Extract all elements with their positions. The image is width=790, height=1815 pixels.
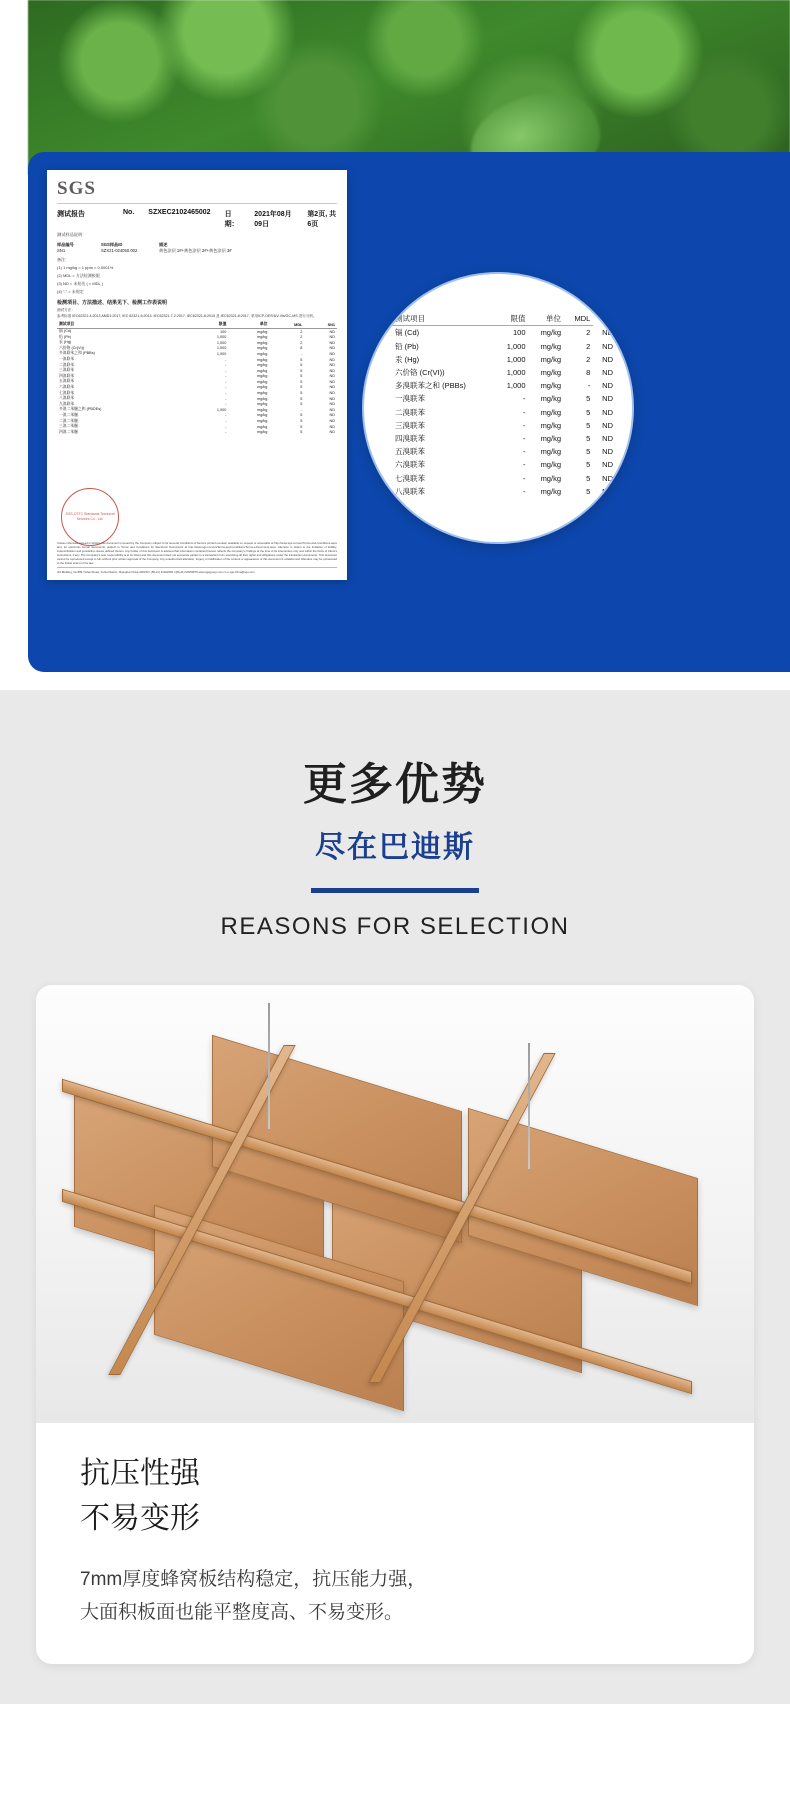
table-row	[392, 353, 616, 366]
product-feature-text	[36, 1423, 754, 1664]
mag-col-item: 测试项目	[392, 312, 495, 326]
doc-col-unit: 单位	[228, 322, 269, 328]
cell-mdl: 2	[300, 329, 303, 334]
cell-result: ND	[602, 447, 613, 457]
cell-result: ND	[329, 419, 335, 424]
cell-result: ND	[602, 354, 613, 364]
applicant-label: 测试样品说明：	[57, 232, 87, 237]
cell-limit: 1,000	[216, 346, 227, 351]
cell-mdl: 5	[586, 394, 591, 404]
magnified-results-table-wrap	[392, 312, 616, 498]
feature-description-line1: 7mm厚度蜂窝板结构稳定，抗压能力强，	[80, 1569, 427, 1590]
cell-unit: mg/kg	[257, 335, 268, 340]
cell-result: ND	[329, 396, 335, 401]
cell-limit: -	[523, 486, 526, 496]
document-footer	[57, 541, 337, 574]
cell-unit: mg/kg	[257, 424, 268, 429]
method-text: 参考标准 IEC62321-4:2013 AMD1:2017, IEC 62321-5:2013, IEC62321-7-2:2017, IEC62321-6:2015 及 IEC62321-8:2017, 采用ICP-OES/UV-Vis/GC-MS 进行分析。	[57, 313, 317, 318]
cell-mdl: 5	[586, 407, 591, 417]
reasons-english-title: REASONS FOR SELECTION	[220, 913, 570, 940]
cell-result: ND	[602, 328, 613, 338]
cell-unit: mg/kg	[257, 402, 268, 407]
cell-result: ND	[329, 391, 335, 396]
cell-item: 四溴联苯	[395, 433, 425, 443]
cell-limit: 1,000	[216, 340, 227, 345]
cell-result: ND	[602, 433, 613, 443]
cell-unit: mg/kg	[257, 368, 268, 373]
cell-mdl: 5	[586, 447, 591, 457]
magnified-results-circle	[362, 272, 634, 544]
cell-item: 三溴二苯醚	[59, 424, 78, 429]
doc-results-body	[57, 328, 337, 435]
cell-result: ND	[329, 424, 335, 429]
cell-item: 汞 (Hg)	[395, 354, 420, 364]
leaf-background-photo	[28, 0, 790, 175]
cell-limit: -	[225, 379, 227, 384]
cell-result: ND	[329, 335, 335, 340]
cell-result: ND	[602, 486, 613, 496]
doc-results-table	[57, 322, 337, 435]
cell-mdl: 2	[586, 341, 591, 351]
sample-table-row	[57, 248, 337, 254]
doc-col-item: 测试项目	[57, 322, 190, 328]
table-row	[57, 429, 337, 435]
note-3: (4) "-" = 未规定	[57, 289, 84, 295]
cell-result: ND	[329, 402, 335, 407]
mag-col-mdl: MDL	[564, 312, 593, 326]
product-feature-card	[36, 985, 754, 1664]
cell-item: 二溴二苯醚	[59, 418, 78, 423]
cell-mdl: 5	[586, 420, 591, 430]
cell-limit: -	[225, 357, 227, 362]
cell-limit: -	[225, 391, 227, 396]
cell-unit: mg/kg	[540, 486, 561, 496]
cell-unit: mg/kg	[257, 430, 268, 435]
cell-unit: mg/kg	[257, 407, 268, 412]
cell-unit: mg/kg	[540, 407, 561, 417]
sample-cell-1: SZX21-024050.002	[101, 248, 138, 254]
table-row	[392, 326, 616, 340]
cell-result: ND	[329, 368, 335, 373]
cell-item: 多溴联苯之和 (PBBs)	[395, 381, 466, 391]
cell-limit: 1,000	[506, 341, 526, 351]
cell-unit: mg/kg	[257, 329, 268, 334]
cell-mdl: 5	[300, 385, 303, 390]
feature-description	[80, 1563, 710, 1630]
cell-unit: mg/kg	[257, 374, 268, 379]
cell-item: 六价铬 (Cr(VI))	[59, 345, 85, 350]
cell-limit: 1,000	[506, 381, 526, 391]
cell-limit: -	[225, 385, 227, 390]
cell-mdl: 5	[300, 374, 303, 379]
cell-unit: mg/kg	[257, 379, 268, 384]
footer-terms: Unless otherwise agreed in writing, this document is issued by the Company subject to its General Conditions of Service printed overleaf, available on request or accessible at http://www.sgs.com/en/Terms-and-Conditions.aspx and, for electronic format documents, subject to Terms and Conditions for Electronic Documents at http://www.sgs.com/en/Terms-and-Conditions/Terms-e-Document.aspx. Attention is drawn to the limitation of liability, indemnification and jurisdiction issues defined therein. Any holder of this document is advised that information contained hereon reflects the Company's findings at the time of its intervention only and within the limits of Client's instructions, if any. The Company's sole responsibility is to its Client and this document does not exonerate parties to a transaction from exercising all their rights and obligations under the transaction documents. This document cannot be reproduced except in full, without prior written approval of the Company. Any unauthorized alteration, forgery or falsification of the content or appearance of this document is unlawful and offenders may be prosecuted to the fullest extent of the law.	[57, 540, 337, 565]
cell-limit: -	[523, 394, 526, 404]
cell-unit: mg/kg	[257, 385, 268, 390]
doc-col-mdl: MDL	[269, 322, 304, 328]
cell-unit: mg/kg	[257, 419, 268, 424]
cell-result: ND	[329, 385, 335, 390]
sample-col-0: 样品编号	[57, 242, 74, 247]
report-title-row	[57, 209, 337, 229]
cell-result: ND	[602, 420, 613, 430]
logo-divider	[57, 203, 337, 204]
cell-result: ND	[329, 357, 335, 362]
cell-item: 七溴联苯	[59, 390, 75, 395]
cell-unit: mg/kg	[540, 368, 561, 378]
cell-unit: mg/kg	[540, 460, 561, 470]
cell-item: 三溴联苯	[59, 368, 75, 373]
sample-cell-2: 黄色涂层 1#+黄色涂层 2#+黄色涂层 3#	[159, 248, 232, 254]
table-row	[392, 458, 616, 471]
cell-item: 多溴二苯醚之和 (PBDEs)	[59, 407, 102, 412]
cell-limit: 1,000	[506, 354, 526, 364]
cell-result: ND	[329, 407, 335, 412]
cell-result: ND	[602, 341, 613, 351]
cell-mdl: 5	[586, 433, 591, 443]
ceiling-structure-illustration	[36, 985, 754, 1423]
report-no-label: No.	[123, 209, 135, 216]
cell-limit: 1,000	[506, 368, 526, 378]
cell-item: 多溴联苯之和 (PBBs)	[59, 351, 95, 356]
hanger-rod	[528, 1043, 530, 1169]
cell-limit: -	[225, 363, 227, 368]
cell-result: ND	[602, 460, 613, 470]
cell-mdl: 8	[586, 368, 591, 378]
product-feature-section	[0, 941, 790, 1704]
report-title: 测试报告	[57, 211, 85, 218]
cell-limit: 100	[512, 328, 526, 338]
cell-unit: mg/kg	[257, 391, 268, 396]
feature-heading-line2: 不易变形	[80, 1502, 200, 1535]
table-row	[392, 340, 616, 353]
cell-item: 八溴联苯	[395, 486, 425, 496]
cell-result: ND	[329, 374, 335, 379]
cell-mdl: 5	[586, 486, 591, 496]
cell-result: ND	[329, 379, 335, 384]
cell-result: ND	[329, 351, 335, 356]
cell-item: 六溴联苯	[59, 384, 75, 389]
table-row	[392, 485, 616, 498]
cell-result: ND	[329, 340, 335, 345]
cell-item: 二溴联苯	[395, 407, 425, 417]
cell-unit: mg/kg	[540, 341, 561, 351]
cell-item: 五溴联苯	[59, 379, 75, 384]
cell-item: 五溴联苯	[395, 447, 425, 457]
cell-limit: -	[225, 374, 227, 379]
cell-result: ND	[602, 381, 613, 391]
cell-item: 七溴联苯	[395, 473, 425, 483]
cell-unit: mg/kg	[540, 433, 561, 443]
method-label: 测试方法：	[57, 308, 75, 313]
cell-unit: mg/kg	[540, 354, 561, 364]
cell-mdl: 5	[300, 413, 303, 418]
doc-col-sn1: SN1	[304, 322, 337, 328]
cell-unit: mg/kg	[540, 381, 561, 391]
cell-limit: -	[225, 413, 227, 418]
cell-unit: mg/kg	[540, 420, 561, 430]
cell-item: 一溴联苯	[395, 394, 425, 404]
reasons-header-section	[0, 690, 790, 941]
cell-limit: 1,000	[216, 335, 227, 340]
cell-mdl: 5	[300, 402, 303, 407]
footer-address: 3rd Building, No.889 Yishan Road, Xuhui District, Shanghai China 200233 t (86-21) 61402666 f (86-21) 64953679 www.sgsgroup.com.cn e sgs.china@sgs.com	[57, 567, 337, 574]
table-row	[392, 432, 616, 445]
cell-item: 汞 (Hg)	[59, 340, 72, 345]
sample-cell-0: SN1	[57, 248, 66, 254]
table-row	[392, 366, 616, 379]
cell-mdl: 5	[300, 357, 303, 362]
cell-unit: mg/kg	[257, 357, 268, 362]
hanger-rod	[268, 1003, 270, 1129]
cell-item: 二溴联苯	[59, 362, 75, 367]
cell-unit: mg/kg	[540, 447, 561, 457]
cell-limit: -	[523, 473, 526, 483]
mag-col-limit: 限值	[495, 312, 528, 326]
table-row	[392, 419, 616, 432]
cell-item: 四溴联苯	[59, 373, 75, 378]
cell-item: 六价铬 (Cr(VI))	[395, 368, 445, 378]
note-0: (1) 1 mg/kg = 1 ppm = 0.0001%	[57, 265, 114, 271]
cell-limit: 100	[220, 329, 227, 334]
cell-limit: -	[523, 420, 526, 430]
cell-limit: 1,000	[216, 351, 227, 356]
cell-item: 一溴联苯	[59, 357, 75, 362]
cell-unit: mg/kg	[257, 413, 268, 418]
cell-item: 一溴二苯醚	[59, 412, 78, 417]
cell-result: ND	[329, 413, 335, 418]
cell-limit: -	[225, 419, 227, 424]
cell-item: 镉 (Cd)	[395, 328, 420, 338]
cell-item: 三溴联苯	[395, 420, 425, 430]
sgs-test-report-document	[47, 170, 347, 580]
stamp-text: SGS-CSTC Standards Technical Services Co., Ltd.	[65, 512, 115, 521]
note-2: (3) ND = 未检出 ( < MDL )	[57, 281, 104, 287]
cell-mdl: 5	[586, 460, 591, 470]
table-row	[392, 471, 616, 484]
cell-item: 四溴二苯醚	[59, 429, 78, 434]
cell-mdl: 5	[300, 391, 303, 396]
table-row	[392, 445, 616, 458]
cell-mdl: 5	[300, 396, 303, 401]
cell-limit: 1,000	[216, 407, 227, 412]
cell-limit: -	[225, 402, 227, 407]
cell-item: 铅 (Pb)	[395, 341, 419, 351]
magnified-results-table	[392, 312, 616, 498]
cell-mdl: -	[301, 407, 303, 412]
cell-result: ND	[602, 394, 613, 404]
sample-col-1: SGS样品ID	[101, 242, 123, 247]
reasons-title: 更多优势	[303, 760, 487, 809]
cell-item: 九溴联苯	[59, 401, 75, 406]
doc-col-limit: 限值	[190, 322, 229, 328]
cell-unit: mg/kg	[257, 346, 268, 351]
table-row	[392, 406, 616, 419]
cell-result: ND	[329, 346, 335, 351]
cell-mdl: 5	[300, 363, 303, 368]
cell-result: ND	[329, 329, 335, 334]
feature-heading-line1: 抗压性强	[80, 1457, 200, 1490]
official-stamp	[61, 488, 119, 546]
title-divider-bar	[311, 888, 479, 893]
cell-unit: mg/kg	[540, 473, 561, 483]
cell-limit: -	[523, 407, 526, 417]
cell-mdl: 5	[300, 430, 303, 435]
cell-mdl: -	[587, 381, 591, 391]
feature-description-line2: 大面积板面也能平整度高、不易变形。	[80, 1602, 404, 1624]
cell-limit: -	[523, 460, 526, 470]
cell-unit: mg/kg	[257, 396, 268, 401]
cell-mdl: 2	[586, 328, 591, 338]
certificate-section	[0, 0, 790, 690]
magnified-header-row	[392, 312, 616, 326]
note-1: (2) MDL = 方法检测极限	[57, 273, 100, 279]
reasons-subtitle: 尽在巴迪斯	[315, 831, 475, 864]
cell-result: ND	[602, 368, 613, 378]
cell-unit: mg/kg	[257, 363, 268, 368]
cell-result: ND	[329, 430, 335, 435]
cell-limit: -	[225, 430, 227, 435]
cell-item: 八溴联苯	[59, 396, 75, 401]
cell-unit: mg/kg	[540, 394, 561, 404]
table-row	[392, 379, 616, 392]
result-line: 检测项目、方法描述、结果见下、检测工作表说明	[57, 300, 168, 307]
cell-limit: -	[225, 368, 227, 373]
cell-limit: -	[523, 433, 526, 443]
cell-item: 铅 (Pb)	[59, 334, 72, 339]
cell-mdl: 5	[300, 419, 303, 424]
magnified-results-body	[392, 326, 616, 498]
cell-mdl: 2	[300, 335, 303, 340]
cell-limit: -	[523, 447, 526, 457]
cell-unit: mg/kg	[257, 351, 268, 356]
sgs-logo: SGS	[57, 178, 96, 199]
cell-limit: -	[225, 424, 227, 429]
cell-item: 六溴联苯	[395, 460, 425, 470]
cell-mdl: 2	[586, 354, 591, 364]
cell-mdl: 5	[586, 473, 591, 483]
cell-result: ND	[602, 407, 613, 417]
mag-col-unit: 单位	[529, 312, 565, 326]
cell-mdl: 5	[300, 424, 303, 429]
cell-result: ND	[329, 363, 335, 368]
cell-unit: mg/kg	[257, 340, 268, 345]
notes-title: 备注：	[57, 257, 69, 263]
cell-mdl: 8	[300, 346, 303, 351]
report-page: 第2页, 共6页	[307, 211, 337, 228]
cell-unit: mg/kg	[540, 328, 561, 338]
sample-col-2: 描述	[159, 242, 168, 247]
cell-mdl: 5	[300, 368, 303, 373]
cell-limit: -	[225, 396, 227, 401]
table-row	[392, 392, 616, 405]
report-date-label: 日期：	[224, 211, 239, 228]
cell-mdl: 2	[300, 340, 303, 345]
cell-result: ND	[602, 473, 613, 483]
sample-table	[57, 242, 337, 254]
report-date: 2021年08月09日	[254, 211, 292, 228]
cell-mdl: -	[301, 351, 303, 356]
cell-item: 镉 (Cd)	[59, 329, 72, 334]
report-no: SZXEC2102465002	[148, 209, 211, 216]
cell-mdl: 5	[300, 379, 303, 384]
